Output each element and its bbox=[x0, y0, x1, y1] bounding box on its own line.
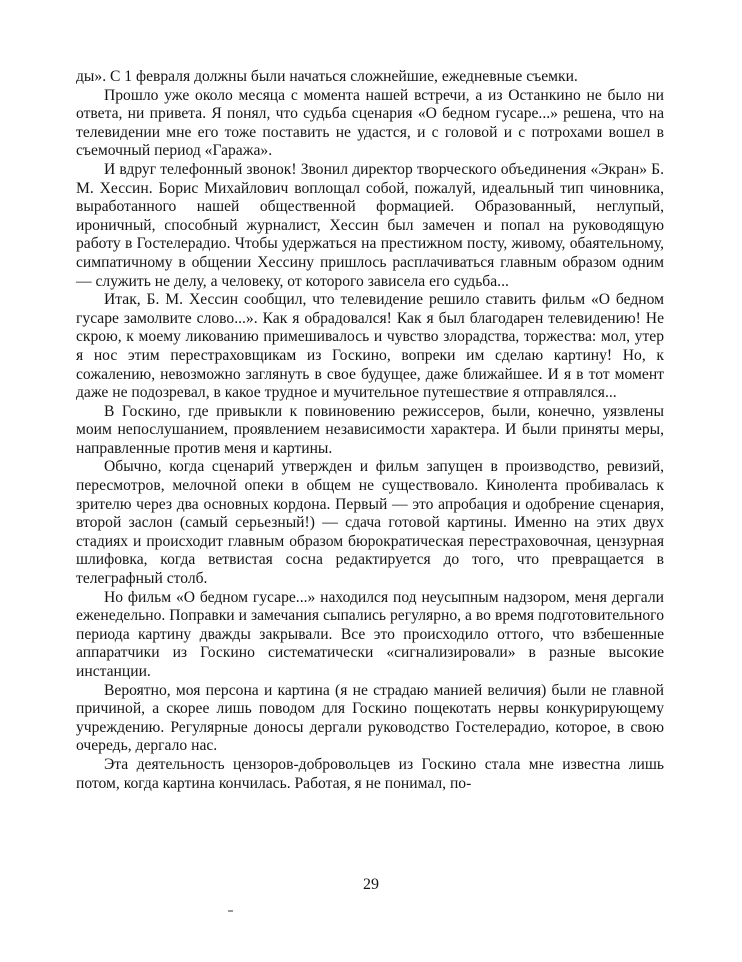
paragraph-5: В Госкино, где привыкли к повиновению режиссеров, были, конечно, уязвлены моим непослушанием, проявлением независимости характера. И были приняты меры, направленные против меня и картины. bbox=[76, 402, 664, 457]
paragraph-8: Вероятно, моя персона и картина (я не страдаю манией величия) были не главной причиной, а скорее лишь поводом для Госкино пощекотать нервы конкурирующему учреждению. Регулярные доносы дергали руководство Гостелерадио, которое, в свою очередь, дергало нас. bbox=[76, 681, 664, 755]
page-number: 29 bbox=[363, 876, 379, 893]
print-speck bbox=[228, 910, 233, 912]
paragraph-7: Но фильм «О бедном гусаре...» находился под неусыпным надзором, меня дергали еженедельно. Поправки и замечания сыпались регулярно, а во время подготовительного периода картину дважды закрывали. Все это происходило оттого, что взбешенные аппаратчики из Госкино систематически «сигнализировали» в разные высокие инстанции. bbox=[76, 588, 664, 680]
body-text bbox=[76, 68, 664, 793]
paragraph-2: Прошло уже около месяца с момента нашей встречи, а из Останкино не было ни ответа, ни привета. Я понял, что судьба сценария «О бедном гусаре...» решена, что на телевидении мне его тоже поставить не удастся, и с головой и с потрохами вошел в съемочный период «Гаража». bbox=[76, 86, 664, 160]
paragraph-9: Эта деятельность цензоров-добровольцев из Госкино стала мне известна лишь потом, когда картина кончилась. Работая, я не понимал, по- bbox=[76, 755, 664, 792]
paragraph-6: Обычно, когда сценарий утвержден и фильм запущен в производство, ревизий, пересмотров, мелочной опеки в общем не существовало. Кинолента пробивалась к зрителю через два основных кордона. Первый — это апробация и одобрение сценария, второй заслон (самый серьезный!) — сдача готовой картины. Именно на этих двух стадиях и происходит главным образом бюрократическая перестраховочная, цензурная шлифовка, когда ветвистая сосна редактируется до того, что превращается в телеграфный столб. bbox=[76, 458, 664, 588]
paragraph-3: И вдруг телефонный звонок! Звонил директор творческого объединения «Экран» Б. М. Хессин. Борис Михайлович воплощал собой, пожалуй, идеальный тип чиновника, выработанного нашей общественной формацией. Образованный, неглупый, ироничный, способный журналист, Хессин был замечен и попал на руководящую работу в Гостелерадио. Чтобы удержаться на престижном посту, живому, обаятельному, симпатичному в общении Хессину пришлось расплачиваться главным образом одним — служить не делу, а человеку, от которого зависела его судьба... bbox=[76, 160, 664, 290]
paragraph-4: Итак, Б. М. Хессин сообщил, что телевидение решило ставить фильм «О бедном гусаре замолвите слово...». Как я обрадовался! Как я был благодарен телевидению! Не скрою, к моему ликованию примешивалось и чувство злорадства, торжества: мол, утер я нос этим перестраховщикам из Госкино, вопреки им сделаю картину! Но, к сожалению, невозможно заглянуть в свое будущее, даже ближайшее. И я в тот момент даже не подозревал, в какое трудное и мучительное путешествие я отправлялся... bbox=[76, 291, 664, 402]
paragraph-1: ды». С 1 февраля должны были начаться сложнейшие, ежедневные съемки. bbox=[76, 68, 578, 85]
